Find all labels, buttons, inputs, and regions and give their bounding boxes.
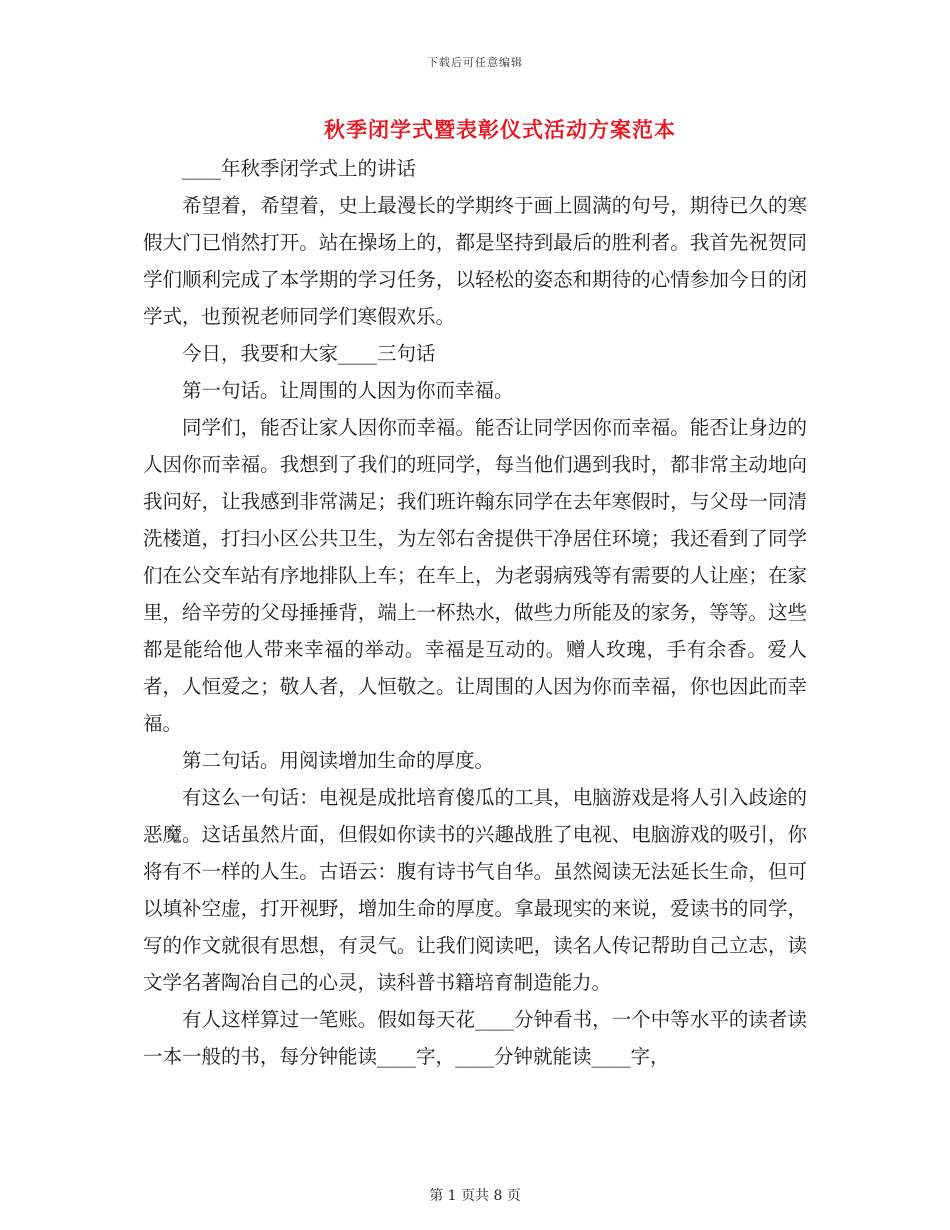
page-footer: 第 1 页共 8 页 bbox=[429, 1188, 521, 1204]
paragraph-first-sentence-body: 同学们，能否让家人因你而幸福。能否让同学因你而幸福。能否让身边的人因你而幸福。我想到了我们的班同学，每当他们遇到我时，都非常主动地向我问好，让我感到非常满足；我们班许翰东同学在去年寒假时，与父母一同清洗楼道，打扫小区公共卫生，为左邻右舍提供干净居住环境；我还看到了同学们在公交车站有序地排队上车；在车上，为老弱病残等有需要的人让座；在家里，给辛劳的父母捶捶背，端上一杯热水，做些力所能及的家务，等等。这些都是能给他人带来幸福的举动。幸福是互动的。赠人玫瑰，手有余香。爱人者，人恒爱之；敬人者，人恒敬之。让周围的人因为你而幸福，你也因此而幸福。 bbox=[143, 416, 807, 735]
paragraph-reading-calculation: 有人这样算过一笔账。假如每天花____分钟看书，一个中等水平的读者读一本一般的书，每分钟能读____字，____分钟就能读____字， bbox=[143, 1008, 807, 1068]
paragraph-first-sentence-heading: 第一句话。让周围的人因为你而幸福。 bbox=[182, 379, 514, 402]
paragraph-second-sentence-heading: 第二句话。用阅读增加生命的厚度。 bbox=[182, 749, 495, 772]
paragraph-second-sentence-body: 有这么一句话：电视是成批培育傻瓜的工具，电脑游戏是将人引入歧途的恶魔。这话虽然片面，但假如你读书的兴趣战胜了电视、电脑游戏的吸引，你将有不一样的人生。古语云：腹有诗书气自华。虽然阅读无法延长生命，但可以填补空虚，打开视野，增加生命的厚度。拿最现实的来说，爱读书的同学，写的作文就很有思想，有灵气。让我们阅读吧，读名人传记帮助自己立志，读文学名著陶冶自己的心灵，读科普书籍培育制造能力。 bbox=[143, 786, 807, 994]
page-header: 下载后可任意编辑 bbox=[427, 56, 523, 69]
paragraph-speech-title: ____年秋季闭学式上的讲话 bbox=[182, 157, 417, 180]
paragraph-opening: 希望着，希望着，史上最漫长的学期终于画上圆满的句号，期待已久的寒假大门已悄然打开。站在操场上的，都是坚持到最后的胜利者。我首先祝贺同学们顺利完成了本学期的学习任务，以轻松的姿态和期待的心情参加今日的闭学式，也预祝老师同学们寒假欢乐。 bbox=[143, 194, 807, 328]
document-title: 秋季闭学式暨表彰仪式活动方案范本 bbox=[324, 117, 676, 142]
paragraph-three-sentences: 今日，我要和大家____三句话 bbox=[182, 342, 436, 365]
document-body bbox=[143, 150, 807, 1075]
